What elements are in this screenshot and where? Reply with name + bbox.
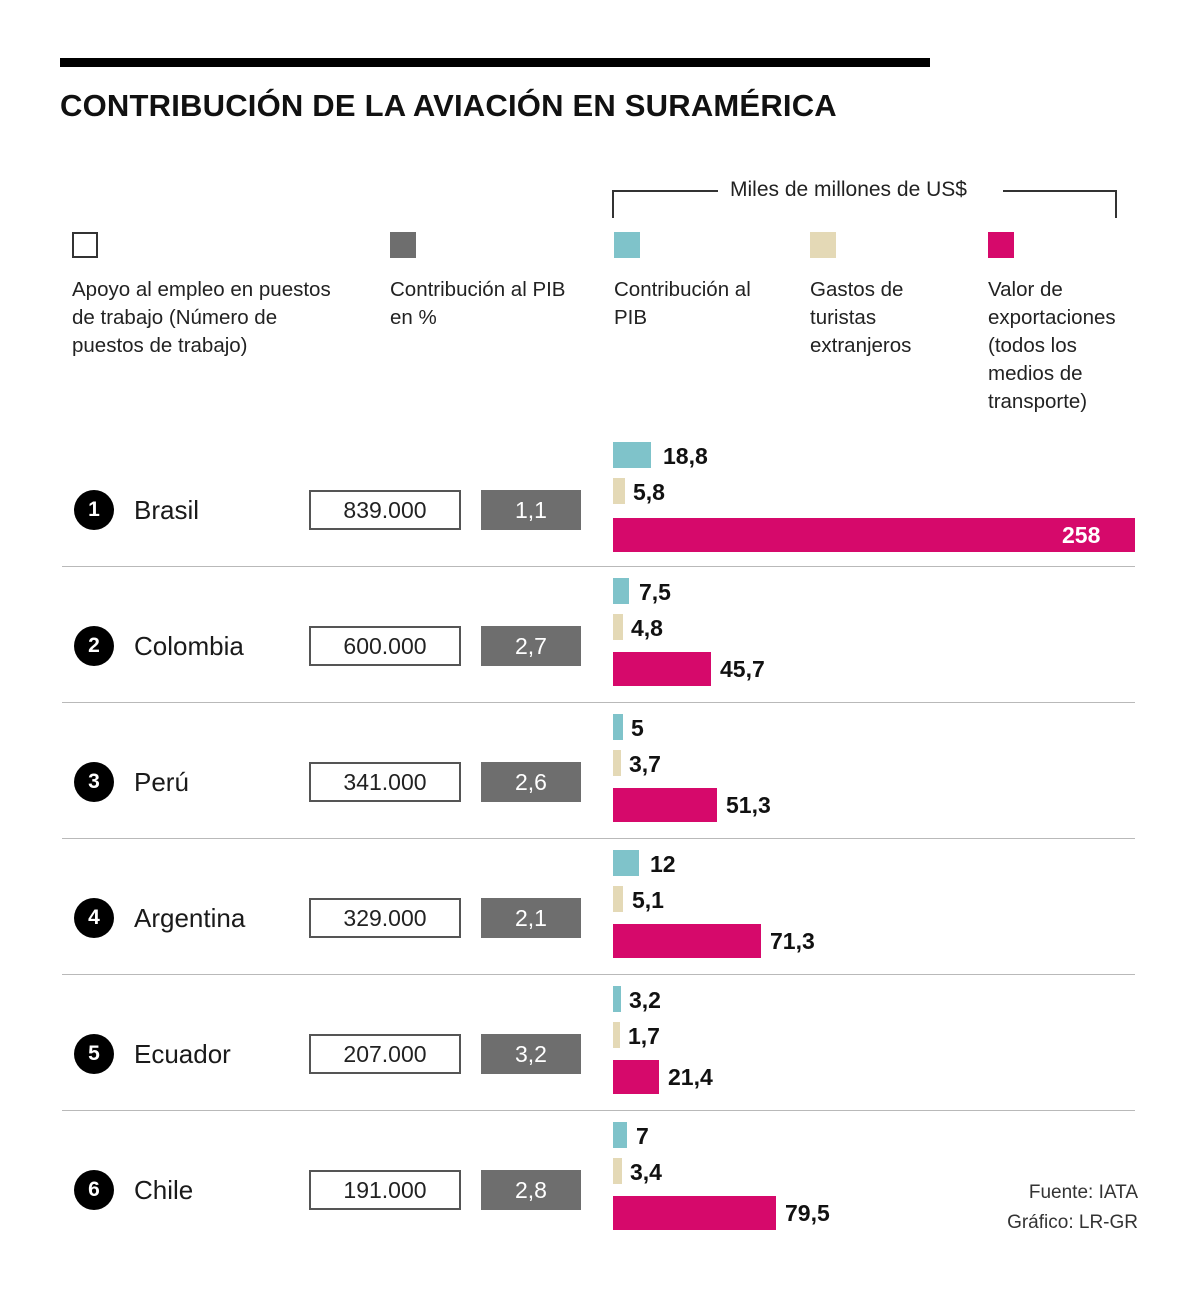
legend-label-pib-usd: Contribución al PIB xyxy=(614,278,751,329)
bar-exports-value: 45,7 xyxy=(720,656,765,682)
pib-percent-value: 2,6 xyxy=(481,762,581,802)
source-label: Fuente: IATA xyxy=(1028,1182,1138,1203)
bar-tourism-value: 1,7 xyxy=(628,1023,660,1049)
bar-exports-value: 21,4 xyxy=(668,1064,713,1090)
units-label: Miles de millones de US$ xyxy=(730,178,967,201)
jobs-value: 329.000 xyxy=(309,898,461,938)
teal-square-icon xyxy=(614,232,640,258)
bar-tourism-value: 3,4 xyxy=(630,1159,662,1185)
bar-pib xyxy=(613,1122,627,1148)
bar-pib xyxy=(613,986,621,1012)
gray-square-icon xyxy=(390,232,416,258)
rank-badge: 2 xyxy=(74,626,114,666)
country-label: Argentina xyxy=(134,903,246,933)
row-divider xyxy=(62,702,1135,703)
country-label: Brasil xyxy=(134,495,200,525)
rank-badge: 5 xyxy=(74,1034,114,1074)
title-rule xyxy=(60,58,930,67)
legend-label-tourism: Gastos de turistas extranjeros xyxy=(810,278,912,357)
pink-square-icon xyxy=(988,232,1014,258)
sand-square-icon xyxy=(810,232,836,258)
bar-pib-value: 3,2 xyxy=(629,987,661,1013)
bar-pib-value: 12 xyxy=(650,851,676,877)
legend-label-jobs: Apoyo al empleo en puestos de trabajo (Número de puestos de trabajo) xyxy=(72,278,331,357)
legend-label-pib-pct: Contribución al PIB en % xyxy=(390,278,566,329)
bar-tourism xyxy=(613,614,623,640)
credit-label: Gráfico: LR-GR xyxy=(1007,1212,1138,1233)
bar-tourism-value: 3,7 xyxy=(629,751,661,777)
bar-tourism xyxy=(613,750,621,776)
bar-exports-value: 79,5 xyxy=(785,1200,830,1226)
pib-percent-value: 2,1 xyxy=(481,898,581,938)
bar-exports xyxy=(613,518,1135,552)
country-label: Chile xyxy=(134,1175,194,1205)
bar-tourism xyxy=(613,886,623,912)
pib-percent-value: 1,1 xyxy=(481,490,581,530)
country-label: Ecuador xyxy=(134,1039,231,1069)
bar-pib-value: 18,8 xyxy=(663,443,708,469)
row-divider xyxy=(62,566,1135,567)
bar-pib xyxy=(613,850,639,876)
rank-badge: 1 xyxy=(74,490,114,530)
bar-tourism xyxy=(613,478,625,504)
jobs-value: 341.000 xyxy=(309,762,461,802)
country-label: Colombia xyxy=(134,631,244,661)
rank-badge: 6 xyxy=(74,1170,114,1210)
bar-exports-value: 71,3 xyxy=(770,928,815,954)
jobs-value: 839.000 xyxy=(309,490,461,530)
bar-tourism-value: 4,8 xyxy=(631,615,663,641)
bar-exports xyxy=(613,1196,776,1230)
row-divider xyxy=(62,1110,1135,1111)
pib-percent-value: 2,7 xyxy=(481,626,581,666)
pib-percent-value: 2,8 xyxy=(481,1170,581,1210)
bar-exports xyxy=(613,788,717,822)
bar-exports xyxy=(613,924,761,958)
empty-square-icon xyxy=(72,232,98,258)
legend-label-exports: Valor de exportaciones (todos los medios de transporte) xyxy=(988,278,1116,413)
bar-tourism xyxy=(613,1158,622,1184)
bar-exports-value: 258 xyxy=(1062,522,1101,548)
page-title: CONTRIBUCIÓN DE LA AVIACIÓN EN SURAMÉRICA xyxy=(60,88,837,123)
rank-badge: 4 xyxy=(74,898,114,938)
bar-tourism-value: 5,8 xyxy=(633,479,665,505)
bar-pib xyxy=(613,578,629,604)
bar-pib-value: 7 xyxy=(636,1123,649,1149)
jobs-value: 191.000 xyxy=(309,1170,461,1210)
bar-pib xyxy=(613,442,651,468)
bar-pib-value: 5 xyxy=(631,715,644,741)
pib-percent-value: 3,2 xyxy=(481,1034,581,1074)
bar-exports xyxy=(613,652,711,686)
bar-pib xyxy=(613,714,623,740)
rank-badge: 3 xyxy=(74,762,114,802)
row-divider xyxy=(62,974,1135,975)
jobs-value: 600.000 xyxy=(309,626,461,666)
bar-exports xyxy=(613,1060,659,1094)
bar-tourism-value: 5,1 xyxy=(632,887,664,913)
row-divider xyxy=(62,838,1135,839)
jobs-value: 207.000 xyxy=(309,1034,461,1074)
bar-pib-value: 7,5 xyxy=(639,579,671,605)
country-label: Perú xyxy=(134,767,189,797)
bar-exports-value: 51,3 xyxy=(726,792,771,818)
bar-tourism xyxy=(613,1022,620,1048)
